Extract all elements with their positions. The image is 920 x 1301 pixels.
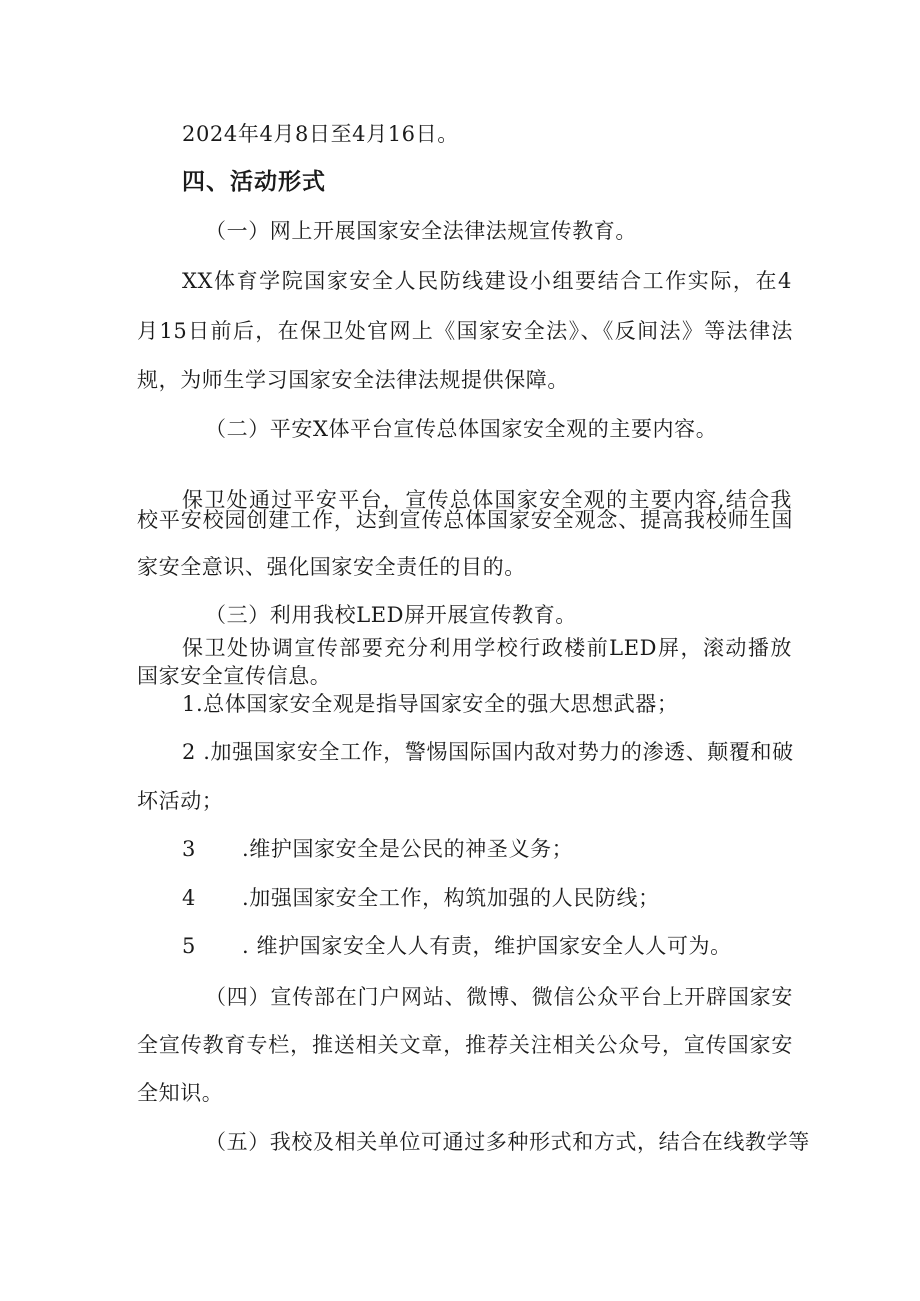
paragraph-1-line-2: 月15日前后，在保卫处官网上《国家安全法》、《反间法》等法律法 <box>137 319 793 343</box>
paragraph-3-line-2: 国家安全宣传信息。 <box>137 664 332 688</box>
section-heading-activity-form: 四、活动形式 <box>182 169 326 195</box>
paragraph-1-line-1: XX体育学院国家安全人民防线建设小组要结合工作实际，在4 <box>182 269 792 293</box>
paragraph-2-line-2: 校平安校园创建工作，达到宣传总体国家安全观念、提高我校师生国 <box>137 508 793 532</box>
paragraph-2-line-3: 家安全意识、强化国家安全责任的目的。 <box>137 555 526 579</box>
list-item-4-text: .加强国家安全工作，构筑加强的人民防线； <box>242 886 660 910</box>
list-item-2-line-1: 2 .加强国家安全工作，警惕国际国内敌对势力的渗透、颠覆和破 <box>182 740 794 764</box>
subsection-1-title: （一）网上开展国家安全法律法规宣传教育。 <box>205 219 637 243</box>
list-item-3-text: .维护国家安全是公民的神圣义务； <box>242 837 574 861</box>
paragraph-2-line-1: 保卫处通过平安平台，宣传总体国家安全观的主要内容,结合我 <box>182 488 792 512</box>
paragraph-1-line-3: 规，为师生学习国家安全法律法规提供保障。 <box>137 368 569 392</box>
list-item-3-number: 3 <box>182 837 196 861</box>
list-item-5 <box>182 932 732 960</box>
list-item-5-text: . 维护国家安全人人有责，维护国家安全人人可为。 <box>242 934 732 958</box>
list-item-2-line-2: 坏活动； <box>137 789 224 813</box>
subsection-4-line-3: 全知识。 <box>137 1081 224 1105</box>
list-item-5-number: 5 <box>182 934 196 958</box>
subsection-4-line-1: （四）宣传部在门户网站、微博、微信公众平台上开辟国家安 <box>205 985 793 1009</box>
list-item-3 <box>182 835 573 863</box>
subsection-3-title: （三）利用我校LED屏开展宣传教育。 <box>205 603 577 627</box>
paragraph-3-line-1: 保卫处协调宣传部要充分利用学校行政楼前LED屏，滚动播放 <box>182 636 792 660</box>
list-item-1: 1.总体国家安全观是指导国家安全的强大思想武器； <box>182 692 679 716</box>
subsection-4-line-2: 全宣传教育专栏，推送相关文章，推荐关注相关公众号，宣传国家安 <box>137 1033 793 1057</box>
list-item-4-number: 4 <box>182 886 196 910</box>
list-item-4 <box>182 884 660 912</box>
subsection-5-line-1: （五）我校及相关单位可通过多种形式和方式，结合在线教学等 <box>205 1130 810 1154</box>
subsection-2-title: （二）平安X体平台宣传总体国家安全观的主要内容。 <box>205 417 718 441</box>
date-range-text: 2024年4月8日至4月16日。 <box>182 122 459 146</box>
